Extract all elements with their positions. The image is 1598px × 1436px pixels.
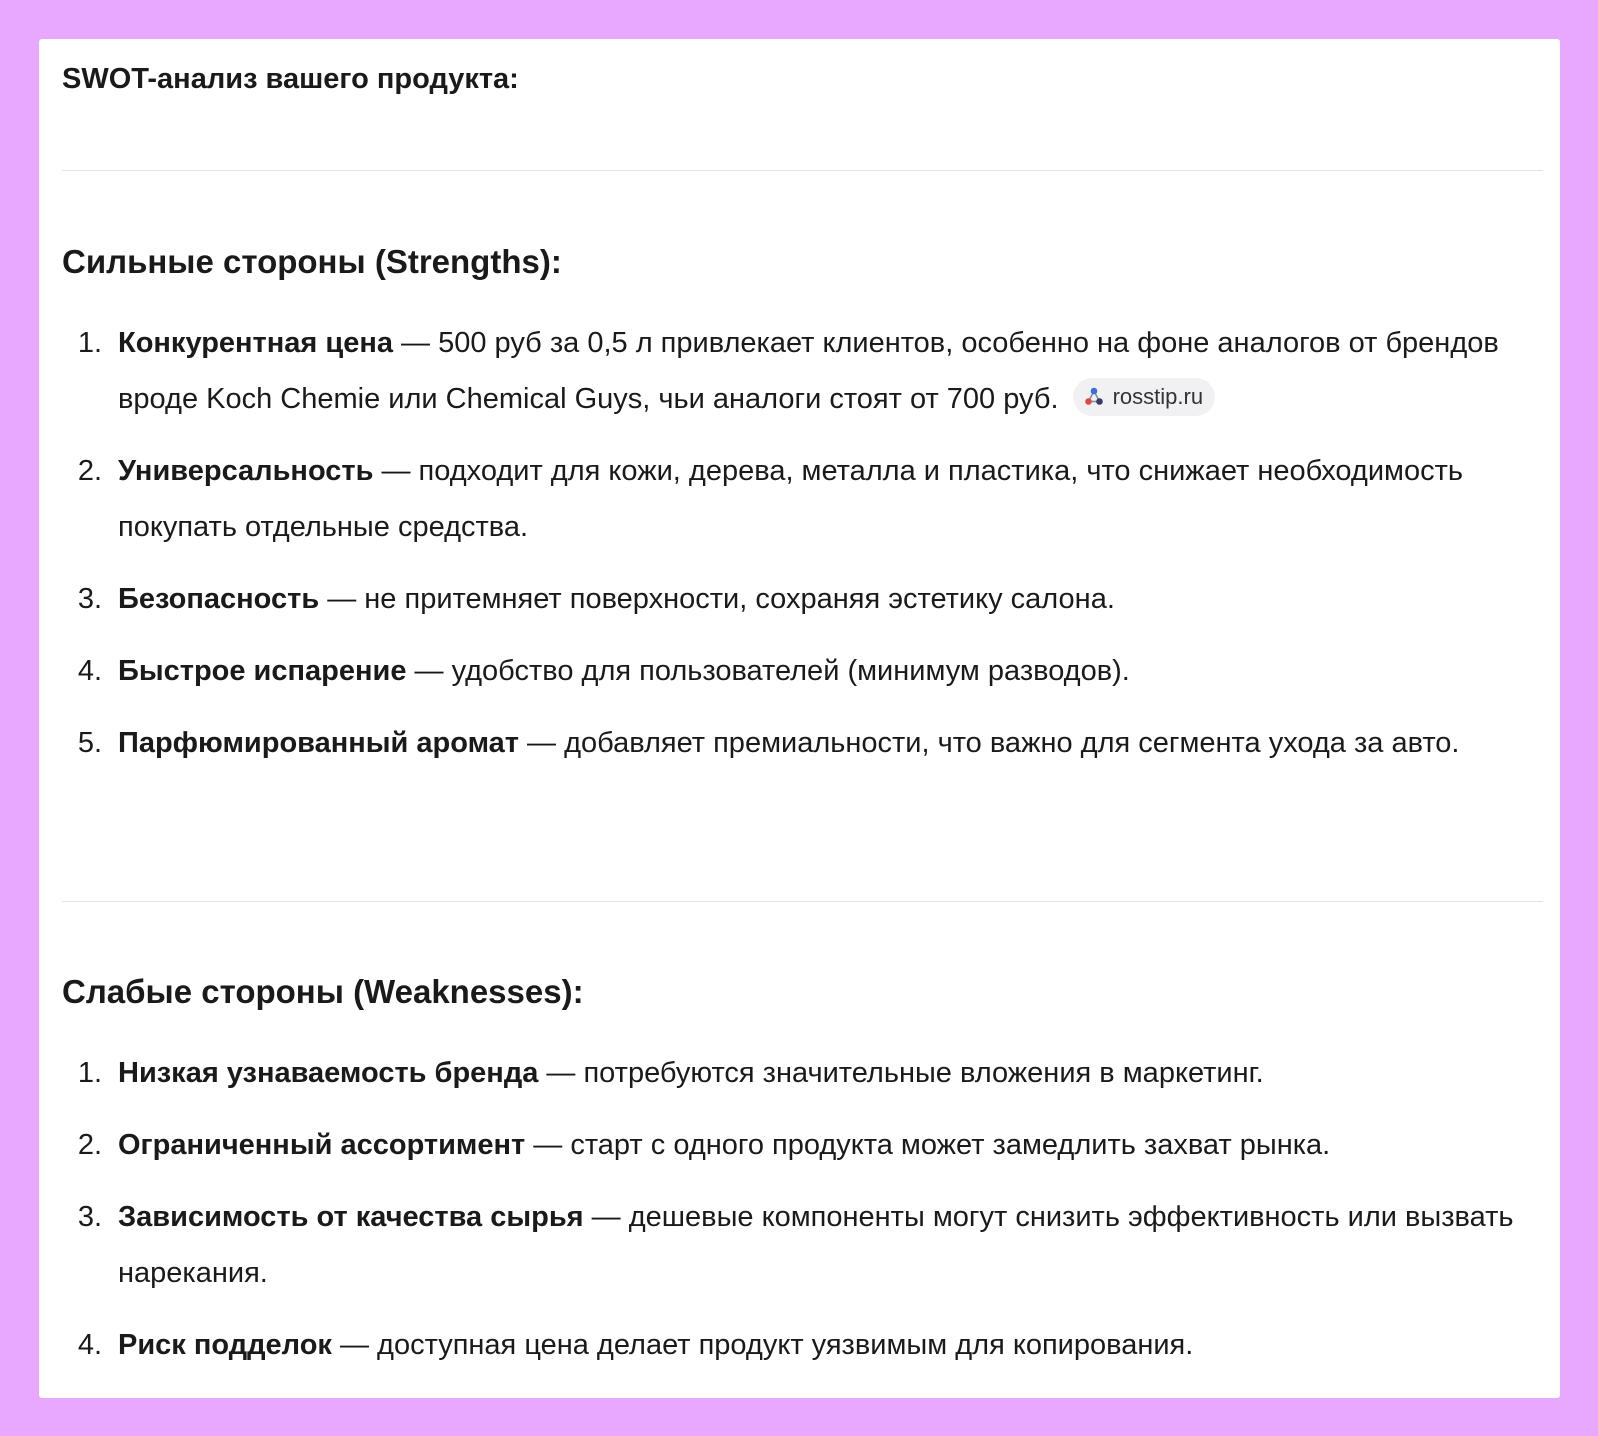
divider	[62, 170, 1543, 171]
item-text: — добавляет премиальности, что важно для сегмента ухода за авто.	[519, 727, 1460, 759]
list-item	[62, 1189, 1543, 1301]
item-text: — старт с одного продукта может замедлить захват рынка.	[525, 1129, 1331, 1161]
list-number: 2.	[77, 1129, 102, 1161]
divider	[62, 901, 1543, 902]
list-number: 3.	[77, 583, 102, 615]
list-number: 4.	[77, 1329, 102, 1361]
list-number: 5.	[77, 727, 102, 759]
source-network-icon	[1083, 386, 1105, 408]
item-title: Парфюмированный аромат	[118, 727, 519, 759]
list-number: 1.	[77, 327, 102, 359]
list-number: 3.	[77, 1201, 102, 1233]
intro-title: SWOT-анализ вашего продукта:	[62, 63, 519, 95]
strengths-heading: Сильные стороны (Strengths):	[62, 243, 562, 280]
list-item	[62, 715, 1543, 771]
list-number: 1.	[77, 1057, 102, 1089]
item-text: — 500 руб за 0,5 л привлекает клиентов, особенно на фоне аналогов от брендов вроде Koch Chemie или Chemical Guys, чьи аналоги стоят от 700 руб.	[118, 327, 1499, 415]
strengths-section	[62, 239, 1543, 787]
item-title: Универсальность	[118, 455, 374, 487]
list-item	[62, 571, 1543, 627]
item-title: Низкая узнаваемость бренда	[118, 1057, 539, 1089]
list-number: 4.	[77, 655, 102, 687]
item-text: — доступная цена делает продукт уязвимым для копирования.	[331, 1329, 1194, 1361]
item-title: Быстрое испарение	[118, 655, 407, 687]
list-number: 2.	[77, 455, 102, 487]
item-text: — дешевые компоненты могут снизить эффективность или вызвать нарекания.	[118, 1201, 1514, 1289]
response-card	[39, 39, 1560, 1398]
list-item	[62, 315, 1543, 427]
item-text: — не притемняет поверхности, сохраняя эстетику салона.	[319, 583, 1115, 615]
source-label: rosstip.ru	[1112, 384, 1204, 410]
weaknesses-section	[62, 969, 1543, 1389]
item-title: Риск подделок	[118, 1329, 332, 1361]
list-item	[62, 1117, 1543, 1173]
strengths-list	[62, 315, 1543, 771]
item-text: — удобство для пользователей (минимум разводов).	[406, 655, 1130, 687]
list-item	[62, 1045, 1543, 1101]
weaknesses-heading: Слабые стороны (Weaknesses):	[62, 973, 584, 1010]
item-title: Зависимость от качества сырья	[118, 1201, 584, 1233]
list-item	[62, 1317, 1543, 1373]
item-title: Конкурентная цена	[118, 327, 393, 359]
item-text: — потребуются значительные вложения в маркетинг.	[538, 1057, 1264, 1089]
item-title: Ограниченный ассортимент	[118, 1129, 526, 1161]
source-chip[interactable]	[1073, 378, 1215, 416]
item-title: Безопасность	[118, 583, 320, 615]
list-item	[62, 443, 1543, 555]
list-item	[62, 643, 1543, 699]
weaknesses-list	[62, 1045, 1543, 1373]
item-text: — подходит для кожи, дерева, металла и пластика, что снижает необходимость покупать отдельные средства.	[118, 455, 1463, 543]
